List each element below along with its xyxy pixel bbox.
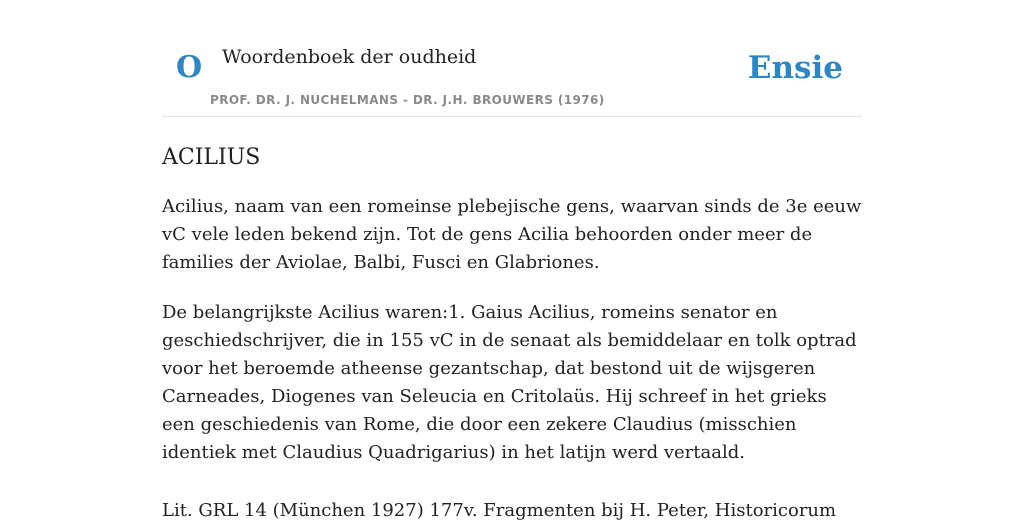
entry-paragraph-2: De belangrijkste Acilius waren:1. Gaius Acilius, romeins senator en geschiedschrijver, die in 155 vC in de senaat als bemiddelaar en tolk optrad voor het beroemde atheense gezantschap, dat bestond uit de wijsgeren Carneades, Diogenes van Seleucia en Critolaüs. Hij schreef in het grieks een geschiedenis van Rome, die door een zekere Claudius (misschien identiek met Claudius Quadrigarius) in het latijn werd vertaald.	[162, 302, 857, 463]
entry-term: ACILIUS	[162, 145, 261, 170]
page-content	[162, 0, 862, 525]
letter-index-link[interactable]: O	[176, 50, 203, 85]
entry-literature: Lit. GRL 14 (München 1927) 177v. Fragmenten bij H. Peter, Historicorum	[162, 500, 837, 521]
book-title[interactable]: Woordenboek der oudheid	[222, 46, 477, 68]
site-header	[162, 0, 862, 117]
book-authors: PROF. DR. J. NUCHELMANS - DR. J.H. BROUWERS (1976)	[210, 93, 605, 107]
ensie-logo[interactable]: Ensie	[747, 50, 843, 86]
entry-paragraph-1: Acilius, naam van een romeinse plebejische gens, waarvan sinds de 3e eeuw vC vele leden bekend zijn. Tot de gens Acilia behoorden onder meer de families der Aviolae, Balbi, Fusci en Glabriones.	[162, 196, 862, 273]
